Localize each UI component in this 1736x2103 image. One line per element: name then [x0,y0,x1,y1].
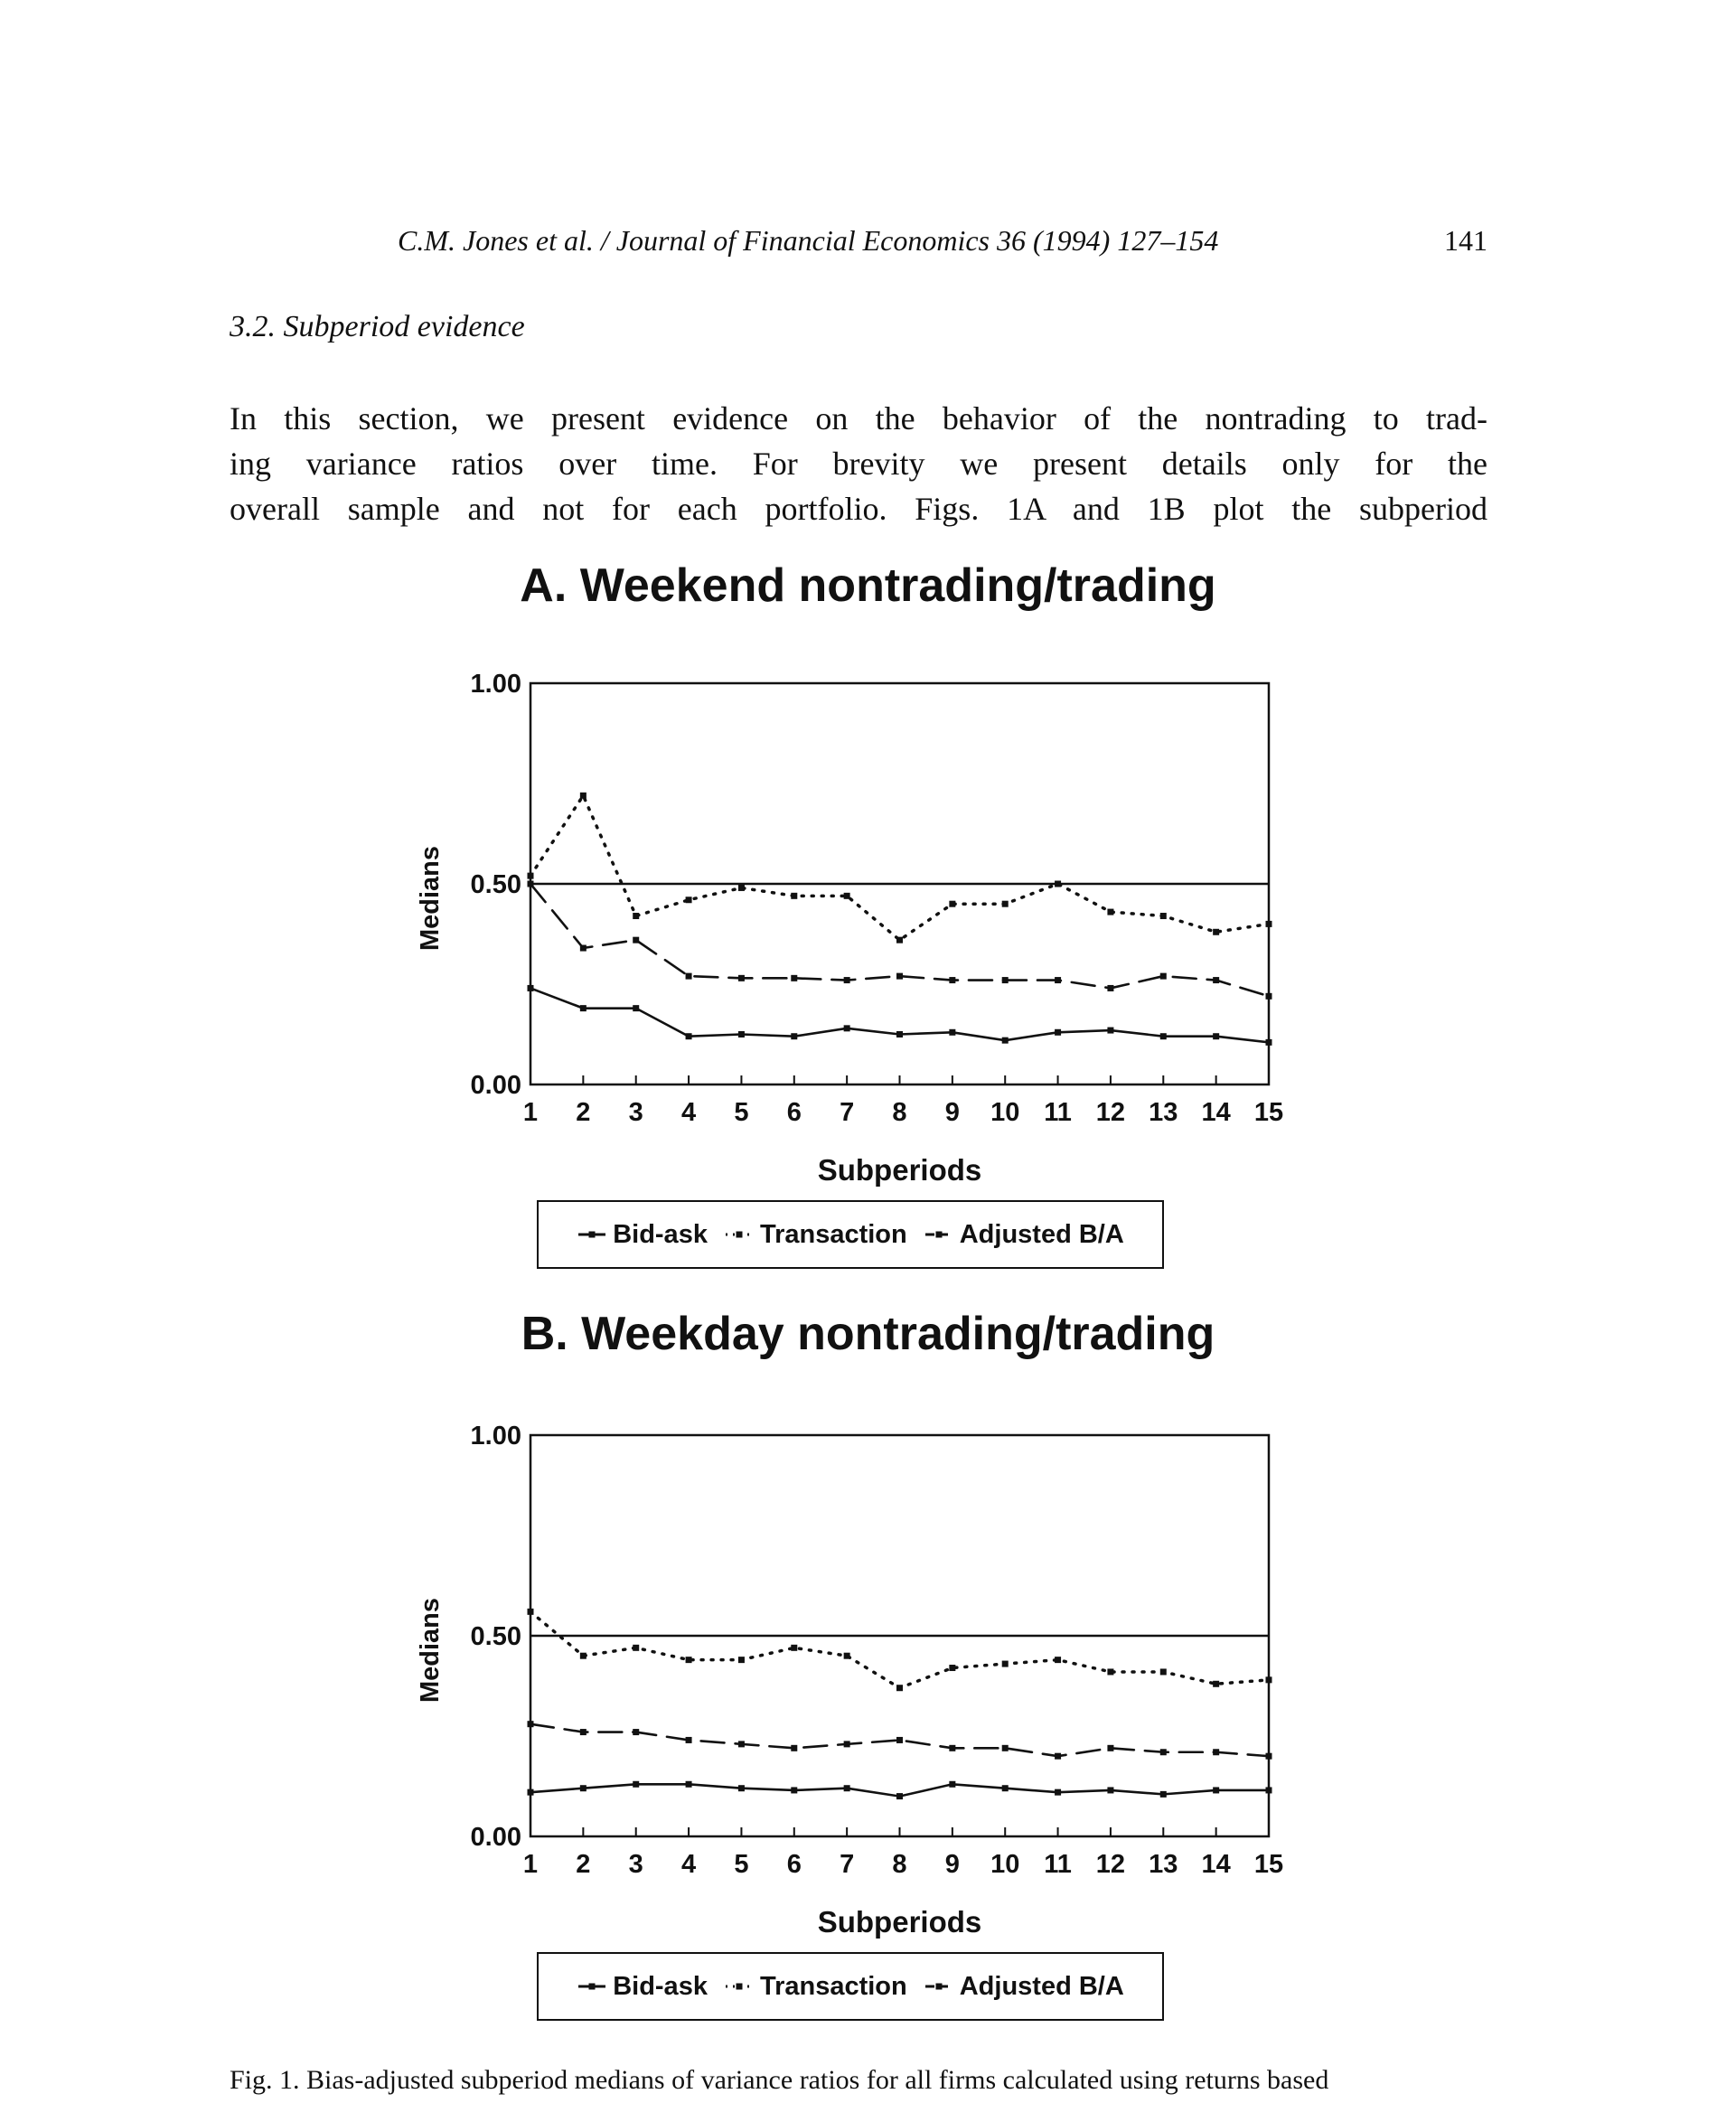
data-point [1213,1787,1219,1793]
series-bid-ask [528,985,1272,1046]
data-point [1002,1785,1009,1791]
page-number: 141 [1444,224,1487,257]
data-point [1266,1753,1272,1760]
data-point [1002,1661,1009,1667]
section-title: 3.2. Subperiod evidence [230,310,525,343]
x-tick-label: 5 [734,1850,749,1879]
x-tick-label: 2 [576,1098,591,1127]
x-tick-label: 7 [840,1850,855,1879]
data-point [949,901,955,907]
legend-label: Transaction [759,1971,907,2001]
x-tick-label: 13 [1149,1850,1178,1879]
series-transaction [528,1609,1272,1691]
legend-swatch [924,1228,954,1241]
x-tick-label: 6 [786,1098,802,1127]
data-point [1266,1787,1272,1793]
x-tick-label: 4 [681,1850,697,1879]
data-point [1107,1668,1113,1675]
data-point [1266,1039,1272,1046]
legend-label: Transaction [759,1219,907,1249]
data-point [633,1005,639,1011]
data-point [738,885,745,891]
data-point [949,1745,955,1751]
x-tick-label: 11 [1044,1850,1072,1879]
x-tick-label: 13 [1149,1098,1178,1127]
data-point [896,1685,903,1691]
x-tick-label: 12 [1095,1098,1126,1127]
x-tick-label: 7 [840,1098,855,1127]
legend-swatch [924,1980,954,1993]
chart-legend-a [537,1200,1164,1269]
paragraph-line: In this section, we present evidence on the behavior of the nontrading to trad- [230,400,1487,437]
data-point [1107,1787,1113,1793]
chart-weekday [0,1412,1736,2026]
data-point [844,1025,850,1031]
data-point [844,977,850,983]
x-tick-label: 14 [1201,1098,1231,1127]
data-point [580,1785,586,1791]
data-point [1107,1028,1113,1034]
y-tick-label: 0.00 [470,1823,521,1852]
x-tick-label: 8 [892,1098,907,1127]
data-point [791,1745,797,1751]
data-point [1160,1033,1167,1039]
data-point [1160,973,1167,980]
legend-label: Adjusted B/A [959,1219,1124,1249]
data-point [633,1729,639,1735]
y-tick-label: 0.50 [470,870,521,899]
data-point [791,1787,797,1793]
body-paragraph [230,396,1487,531]
y-tick-label: 1.00 [470,1422,521,1451]
data-point [528,873,534,879]
chart-title-a: A. Weekend nontrading/trading [520,559,1216,612]
data-point [1107,909,1113,915]
series-bid-ask [528,1781,1272,1799]
data-point [949,1665,955,1671]
x-tick-label: 14 [1201,1850,1231,1879]
data-point [1055,1789,1061,1796]
data-point [1213,1681,1219,1687]
x-tick-label: 9 [944,1850,960,1879]
legend-swatch [577,1980,607,1993]
data-point [738,975,745,981]
x-tick-label: 2 [576,1850,591,1879]
data-point [1002,1037,1009,1044]
data-point [528,1721,534,1727]
x-tick-label: 9 [944,1098,960,1127]
data-point [791,975,797,981]
data-point [791,1033,797,1039]
legend-swatch [724,1228,755,1241]
y-tick-label: 0.00 [470,1071,521,1100]
data-point [896,1793,903,1799]
data-point [896,973,903,980]
data-point [528,1609,534,1615]
data-point [949,977,955,983]
figure-caption: Fig. 1. Bias-adjusted subperiod medians of variance ratios for all firms calculated using returns based [230,2065,1329,2095]
data-point [844,1741,850,1747]
data-point [686,897,692,903]
series-adjusted-b-a [528,1721,1272,1760]
data-point [580,1005,586,1011]
data-point [633,1781,639,1788]
x-tick-label: 15 [1253,1098,1284,1127]
legend-entry [577,1220,708,1250]
legend-entry [724,1220,907,1250]
chart-weekend [0,660,1736,1274]
data-point [738,1031,745,1037]
data-point [1107,1745,1113,1751]
series-transaction [528,793,1272,944]
data-point [1213,977,1219,983]
data-point [896,1031,903,1037]
data-point [844,1653,850,1659]
data-point [738,1785,745,1791]
data-point [580,1653,586,1659]
data-point [1213,1033,1219,1039]
data-point [1213,1749,1219,1755]
x-tick-label: 1 [522,1850,539,1879]
data-point [528,985,534,991]
x-tick-label: 4 [681,1098,697,1127]
data-point [1160,1668,1167,1675]
data-point [1107,985,1113,991]
legend-label: Adjusted B/A [959,1971,1124,2001]
x-tick-label: 10 [990,1098,1020,1127]
data-point [1266,1676,1272,1683]
x-axis-label: Subperiods [817,1153,982,1187]
data-point [844,893,850,899]
x-tick-label: 3 [628,1850,643,1879]
x-tick-label: 6 [786,1850,802,1879]
x-tick-label: 5 [734,1098,749,1127]
data-point [844,1785,850,1791]
legend-swatch [724,1980,755,1993]
legend-label: Bid-ask [613,1971,708,2001]
data-point [896,1737,903,1743]
chart-legend-b [537,1952,1164,2021]
legend-entry [924,1972,1124,2002]
data-point [1160,913,1167,919]
legend-entry [724,1972,907,2002]
data-point [896,937,903,944]
series-line [530,1611,1269,1687]
legend-entry [924,1220,1124,1250]
x-tick-label: 11 [1044,1098,1072,1127]
data-point [1055,881,1061,887]
data-point [791,1645,797,1651]
data-point [528,1789,534,1796]
data-point [791,893,797,899]
paragraph-line: ing variance ratios over time. For brevity we present details only for the [230,446,1487,482]
data-point [1160,1749,1167,1755]
x-tick-label: 12 [1095,1850,1126,1879]
data-point [580,945,586,952]
x-axis-label: Subperiods [817,1905,982,1939]
data-point [580,793,586,799]
data-point [686,1657,692,1663]
x-tick-label: 3 [628,1098,643,1127]
legend-entry [577,1972,708,2002]
data-point [1055,1029,1061,1036]
data-point [1002,901,1009,907]
data-point [686,1033,692,1039]
data-point [1002,1745,1009,1751]
x-tick-label: 15 [1253,1850,1284,1879]
data-point [949,1029,955,1036]
legend-label: Bid-ask [613,1219,708,1249]
data-point [1160,1791,1167,1798]
running-head [398,224,1487,258]
chart-title-b: B. Weekday nontrading/trading [521,1308,1215,1360]
y-tick-label: 1.00 [470,670,521,699]
data-point [1002,977,1009,983]
data-point [686,1737,692,1743]
data-point [1266,993,1272,1000]
y-axis-label: Medians [416,845,445,952]
y-axis-label: Medians [416,1597,445,1704]
data-point [1055,977,1061,983]
paragraph-line: overall sample and not for each portfolio. Figs. 1A and 1B plot the subperiod [230,491,1487,527]
data-point [633,937,639,944]
data-point [1055,1753,1061,1760]
data-point [1213,929,1219,935]
x-tick-label: 8 [892,1850,907,1879]
data-point [1266,921,1272,927]
data-point [738,1657,745,1663]
data-point [686,1781,692,1788]
data-point [686,973,692,980]
data-point [949,1781,955,1788]
data-point [633,1645,639,1651]
data-point [580,1729,586,1735]
x-tick-label: 1 [522,1098,539,1127]
data-point [528,881,534,887]
data-point [1055,1657,1061,1663]
x-tick-label: 10 [990,1850,1020,1879]
running-head-text: C.M. Jones et al. / Journal of Financial Economics 36 (1994) 127–154 [398,224,1219,257]
data-point [633,913,639,919]
data-point [738,1741,745,1747]
y-tick-label: 0.50 [470,1622,521,1651]
legend-swatch [577,1228,607,1241]
series-line [530,795,1269,940]
